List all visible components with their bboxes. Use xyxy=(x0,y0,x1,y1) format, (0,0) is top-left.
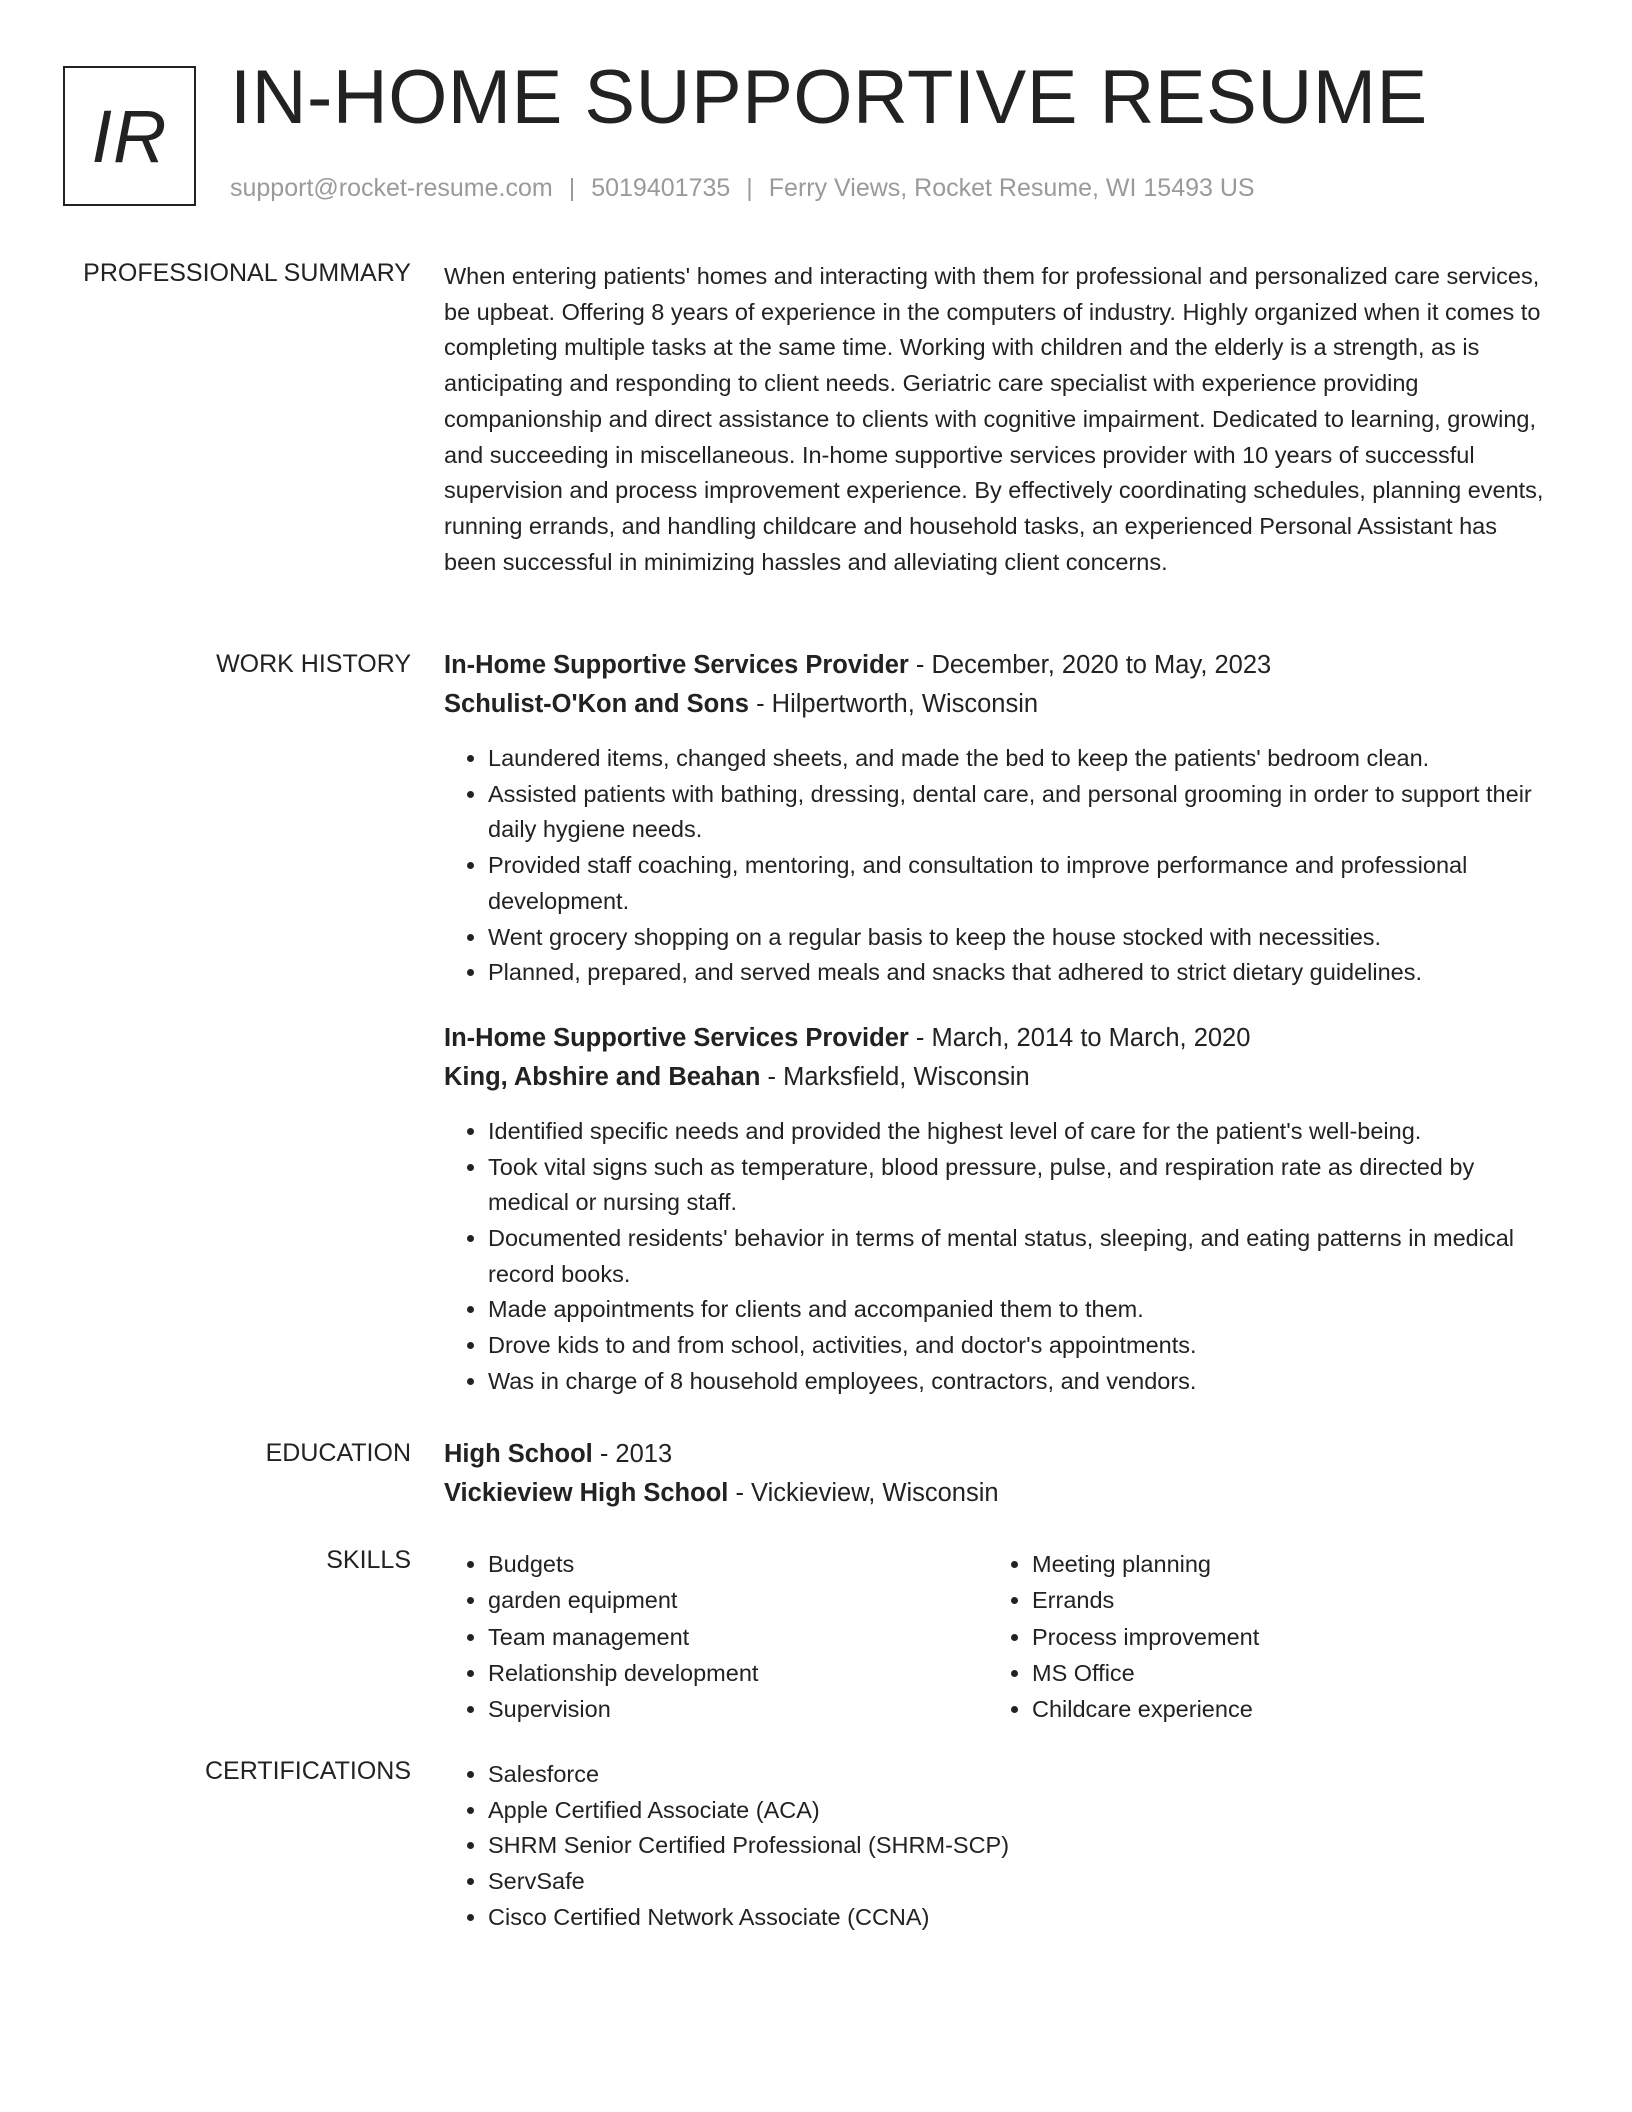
job-bullet: • Laundered items, changed sheets, and made the bed to keep the patients' bedroom clean. xyxy=(488,741,1554,777)
skill-item: • Childcare experience xyxy=(1032,1691,1534,1727)
job-location: - Hilpertworth, Wisconsin xyxy=(756,690,1039,718)
education-school: Vickieview High School xyxy=(444,1479,729,1507)
job-bullet: • Identified specific needs and provided the highest level of care for the patient's well-being. xyxy=(488,1114,1554,1150)
job-bullet: • Drove kids to and from school, activities, and doctor's appointments. xyxy=(488,1328,1554,1364)
job-dates: - March, 2014 to March, 2020 xyxy=(915,1023,1251,1052)
job-title: In-Home Supportive Services Provider xyxy=(444,1023,909,1052)
monogram: IR xyxy=(63,66,196,206)
education-location: - Vickieview, Wisconsin xyxy=(735,1479,999,1507)
skill-item: • Relationship development xyxy=(488,1655,990,1691)
skills-list-left xyxy=(444,1546,990,1727)
job-bullet: • Documented residents' behavior in terms of mental status, sleeping, and eating patterns in medical record books. xyxy=(488,1221,1554,1292)
certifications-list xyxy=(444,1757,1554,1936)
resume-title: IN-HOME SUPPORTIVE RESUME xyxy=(230,55,1428,140)
skill-item: • garden equipment xyxy=(488,1582,990,1618)
certification-item: • ServSafe xyxy=(488,1864,1554,1900)
section-label-skills: SKILLS xyxy=(326,1546,411,1574)
job-bullet: • Planned, prepared, and served meals and snacks that adhered to strict dietary guidelines. xyxy=(488,955,1554,991)
job-bullet: • Assisted patients with bathing, dressing, dental care, and personal grooming in order to support their daily hygiene needs. xyxy=(488,777,1554,848)
contact-separator: | xyxy=(568,174,576,202)
job-location: - Marksfield, Wisconsin xyxy=(767,1062,1030,1091)
skill-item: • MS Office xyxy=(1032,1655,1534,1691)
job-title-line xyxy=(444,648,1554,682)
education-degree-line xyxy=(444,1437,1554,1471)
skill-item: • Errands xyxy=(1032,1582,1534,1618)
section-label-summary: PROFESSIONAL SUMMARY xyxy=(83,259,411,287)
job-dates: - December, 2020 to May, 2023 xyxy=(915,651,1272,679)
skill-item: • Meeting planning xyxy=(1032,1546,1534,1582)
section-label-work-history: WORK HISTORY xyxy=(216,650,411,678)
education-school-line xyxy=(444,1476,1554,1510)
job-bullet: • Provided staff coaching, mentoring, and consultation to improve performance and professional development. xyxy=(488,848,1554,919)
contact-email: support@rocket-resume.com xyxy=(230,174,553,202)
skill-item: • Supervision xyxy=(488,1691,990,1727)
job-company-line xyxy=(444,1060,1554,1094)
certification-item: • SHRM Senior Certified Professional (SHRM-SCP) xyxy=(488,1828,1554,1864)
certification-item: • Cisco Certified Network Associate (CCNA) xyxy=(488,1900,1554,1936)
contact-address: Ferry Views, Rocket Resume, WI 15493 US xyxy=(768,174,1255,202)
job-bullet: • Was in charge of 8 household employees, contractors, and vendors. xyxy=(488,1364,1554,1400)
contact-phone: 5019401735 xyxy=(591,174,731,202)
job-company: Schulist-O'Kon and Sons xyxy=(444,690,749,718)
skill-item: • Process improvement xyxy=(1032,1619,1534,1655)
job-title-line xyxy=(444,1021,1554,1055)
job-bullets xyxy=(444,1114,1554,1400)
education-degree: High School xyxy=(444,1440,593,1468)
job-bullet: • Made appointments for clients and accompanied them to them. xyxy=(488,1292,1554,1328)
skill-item: • Budgets xyxy=(488,1546,990,1582)
job-bullet: • Took vital signs such as temperature, blood pressure, pulse, and respiration rate as directed by medical or nursing staff. xyxy=(488,1150,1554,1221)
job-company: King, Abshire and Beahan xyxy=(444,1062,761,1091)
job-bullet: • Went grocery shopping on a regular basis to keep the house stocked with necessities. xyxy=(488,920,1554,956)
summary-text: When entering patients' homes and interacting with them for professional and personalized care services, be upbeat. Offering 8 years of experience in the computers of industry. Highly organized when it comes to completing multiple tasks at the same time. Working with children and the elderly is a strength, as is anticipating and responding to client needs. Geriatric care specialist with experience providing companionship and direct assistance to clients with cognitive impairment. Dedicated to learning, growing, and succeeding in miscellaneous. In-home supportive services provider with 10 years of successful supervision and process improvement experience. By effectively coordinating schedules, planning events, running errands, and handling childcare and household tasks, an experienced Personal Assistant has been successful in minimizing hassles and alleviating client concerns. xyxy=(444,263,1544,575)
section-label-certifications: CERTIFICATIONS xyxy=(204,1757,411,1785)
skill-item: • Team management xyxy=(488,1619,990,1655)
contact-line xyxy=(230,174,1255,203)
certification-item: • Apple Certified Associate (ACA) xyxy=(488,1793,1554,1829)
job-bullets xyxy=(444,741,1554,991)
job-title: In-Home Supportive Services Provider xyxy=(444,651,909,679)
contact-separator: | xyxy=(746,174,753,202)
skills-list-right xyxy=(990,1546,1534,1727)
job-company-line xyxy=(444,687,1554,721)
job-entry xyxy=(444,648,1554,991)
education-year: - 2013 xyxy=(599,1440,673,1468)
certification-item: • Salesforce xyxy=(488,1757,1554,1793)
section-label-education: EDUCATION xyxy=(265,1439,411,1467)
job-entry xyxy=(444,1021,1554,1400)
